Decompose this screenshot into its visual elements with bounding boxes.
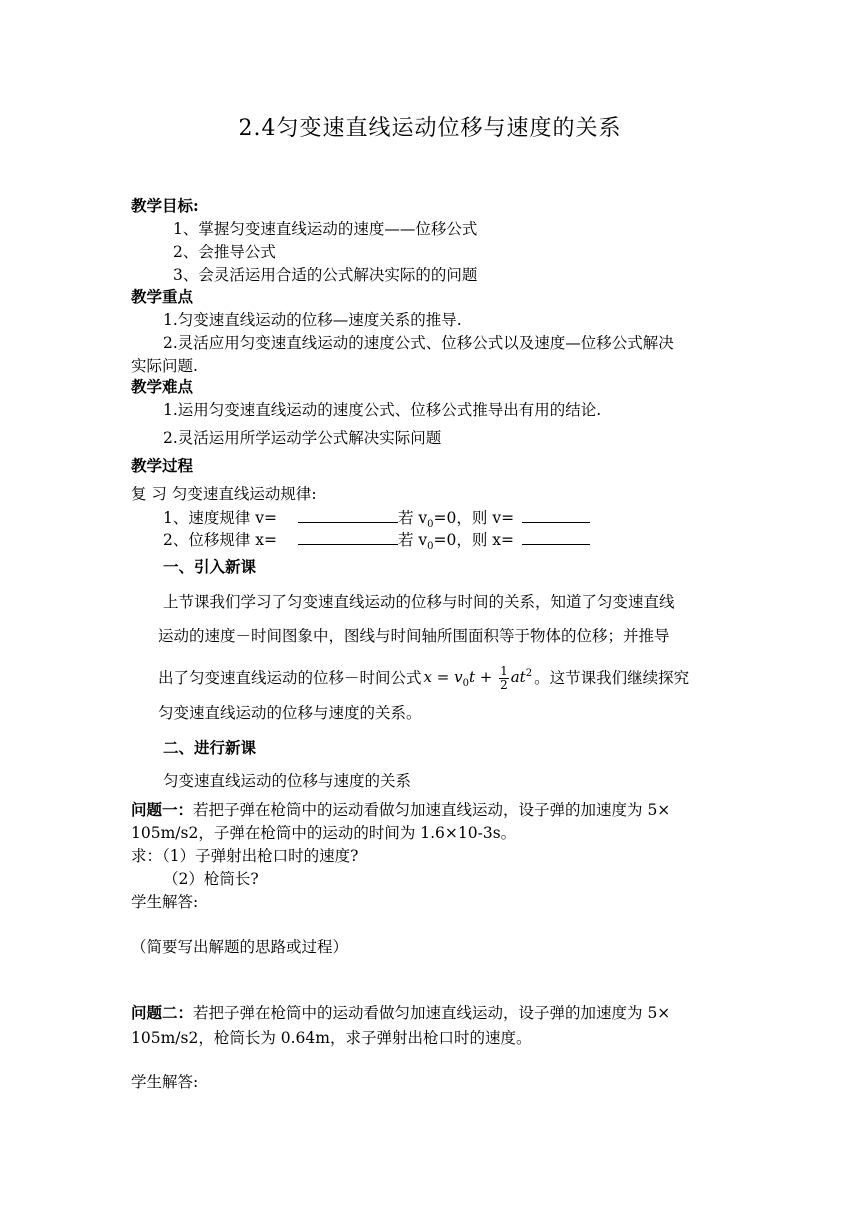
question1-ask1: 求：（1）子弹射出枪口时的速度? [131, 847, 359, 865]
formula-fraction [499, 665, 509, 692]
question1-label: 问题一： [131, 800, 194, 819]
intro-line-2: 运动的速度－时间图象中，图线与时间轴所围面积等于物体的位移；并推导 [158, 627, 670, 645]
question2-answer-label: 学生解答: [131, 1073, 199, 1091]
question1-text: 若把子弹在枪筒中的运动看做匀加速直线运动，设子弹的加速度为 5× [193, 801, 671, 819]
velocity-blank [298, 508, 398, 523]
question1-line1 [131, 800, 670, 820]
formula-x: x [423, 668, 432, 686]
question2-line1 [131, 1003, 670, 1023]
rule-displacement-cond: 若 v [397, 531, 428, 549]
formula-eq: = [431, 668, 455, 686]
key-point-2-line2: 实际问题. [131, 357, 198, 375]
formula-t: t [468, 668, 475, 686]
question1-answer-label: 学生解答: [131, 893, 199, 911]
review-line: 复 习 匀变速直线运动规律: [131, 485, 317, 503]
process-heading: 教学过程 [131, 456, 194, 475]
intro-line-3-post: 。这节课我们继续探究 [534, 669, 690, 687]
sub-zero: 0 [427, 519, 434, 531]
formula-at: at [510, 668, 526, 686]
section2-heading: 二、进行新课 [163, 738, 257, 757]
section2-subtitle: 匀变速直线运动的位移与速度的关系 [163, 772, 412, 790]
goal-item-3: 3、会灵活运用合适的公式解决实际的的问题 [173, 266, 478, 284]
key-point-1: 1.匀变速直线运动的位移—速度关系的推导. [163, 311, 462, 329]
rule-velocity-cond2: =0，则 v= [433, 509, 515, 527]
rule-displacement-label: 2、位移规律 x= [163, 531, 278, 549]
displacement-blank-2 [522, 530, 590, 545]
document-title: 2.4匀变速直线运动位移与速度的关系 [238, 116, 622, 141]
sub-zero: 0 [427, 541, 434, 553]
rule-velocity-label: 1、速度规律 v= [163, 509, 278, 527]
difficulty-1: 1.运用匀变速直线运动的速度公式、位移公式推导出有用的结论. [163, 401, 602, 419]
key-point-2-line1: 2.灵活应用匀变速直线运动的速度公式、位移公式以及速度—位移公式解决 [163, 334, 674, 352]
formula-sup: 2 [525, 668, 533, 679]
formula-v: v [454, 668, 463, 686]
question2-text: 若把子弹在枪筒中的运动看做匀加速直线运动，设子弹的加速度为 5× [193, 1004, 671, 1022]
displacement-blank [298, 530, 398, 545]
question2-line2: 105m/s2，枪筒长为 0.64m，求子弹射出枪口时的速度。 [131, 1029, 532, 1047]
formula-sub: 0 [462, 678, 469, 689]
difficulties-heading: 教学难点 [131, 377, 194, 396]
section1-heading: 一、引入新课 [163, 557, 257, 576]
goal-item-2: 2、会推导公式 [173, 243, 276, 261]
velocity-blank-2 [522, 508, 590, 523]
fraction-numerator: 1 [500, 663, 508, 678]
key-points-heading: 教学重点 [131, 287, 194, 306]
formula-plus: + [474, 668, 498, 686]
difficulty-2: 2.灵活运用所学运动学公式解决实际问题 [163, 429, 442, 447]
question1-ask2: （2）枪筒长? [163, 870, 259, 888]
intro-line-1: 上节课我们学习了匀变速直线运动的位移与时间的关系，知道了匀变速直线 [163, 593, 675, 611]
intro-line-3 [158, 664, 689, 694]
rule-velocity-cond: 若 v [397, 509, 428, 527]
question2-label: 问题二： [131, 1003, 194, 1022]
rule-displacement-cond2: =0，则 x= [433, 531, 515, 549]
question1-hint: （简要写出解题的思路或过程） [131, 938, 349, 956]
question1-line2: 105m/s2，子弹在枪筒中的运动的时间为 1.6×10-3s。 [131, 824, 517, 842]
intro-line-4: 匀变速直线运动的位移与速度的关系。 [158, 704, 422, 722]
rule-displacement [163, 530, 590, 557]
goals-heading: 教学目标: [131, 196, 199, 215]
displacement-time-formula [424, 664, 533, 694]
intro-line-3-pre: 出了匀变速直线运动的位移－时间公式 [158, 669, 422, 687]
fraction-denominator: 2 [500, 677, 508, 692]
goal-item-1: 1、掌握匀变速直线运动的速度——位移公式 [173, 220, 478, 238]
